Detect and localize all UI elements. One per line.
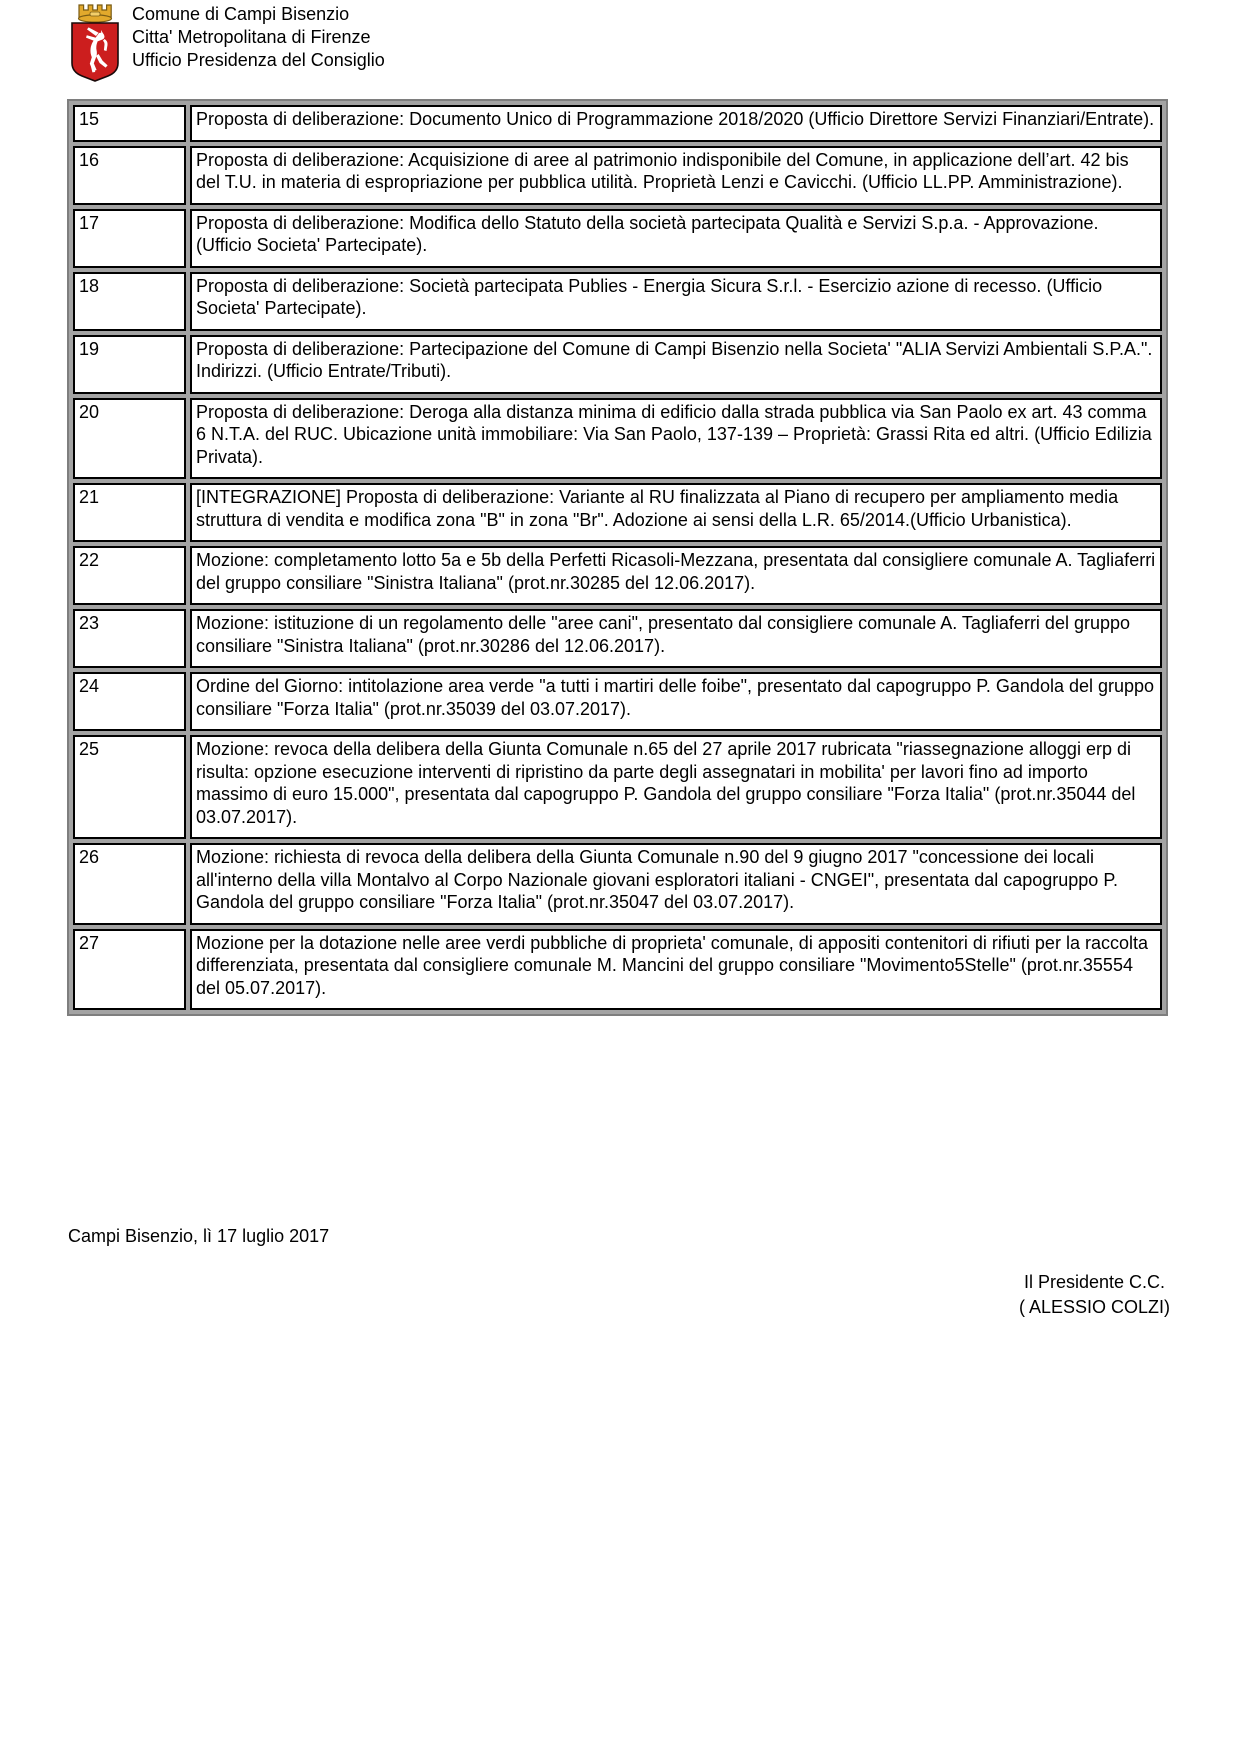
agenda-item-number: 17 bbox=[73, 209, 186, 268]
header-org-block bbox=[132, 2, 385, 72]
agenda-item-number: 24 bbox=[73, 672, 186, 731]
table-row bbox=[73, 398, 1162, 480]
agenda-item-text: Proposta di deliberazione: Società partecipata Publies - Energia Sicura S.r.l. - Esercizio azione di recesso. (Ufficio Societa' Partecipate). bbox=[190, 272, 1162, 331]
coat-of-arms-icon bbox=[68, 2, 122, 82]
agenda-item-number: 21 bbox=[73, 483, 186, 542]
header-line-comune: Comune di Campi Bisenzio bbox=[132, 4, 350, 24]
dateline: Campi Bisenzio, lì 17 luglio 2017 bbox=[68, 1226, 330, 1246]
signature-block bbox=[1019, 1270, 1170, 1320]
agenda-item-text: Proposta di deliberazione: Acquisizione di aree al patrimonio indisponibile del Comune, in applicazione dell’art. 42 bis del T.U. in materia di espropriazione per pubblica utilità. Proprietà Lenzi e Cavicchi. (Ufficio LL.PP. Amministrazione). bbox=[190, 146, 1162, 205]
agenda-item-number: 16 bbox=[73, 146, 186, 205]
table-row bbox=[73, 546, 1162, 605]
header-line-ufficio: Ufficio Presidenza del Consiglio bbox=[132, 50, 385, 70]
agenda-item-text: Mozione: istituzione di un regolamento delle "aree cani", presentato dal consigliere comunale A. Tagliaferri del gruppo consiliare "Sinistra Italiana" (prot.nr.30286 del 12.06.2017). bbox=[190, 609, 1162, 668]
table-row bbox=[73, 483, 1162, 542]
agenda-item-text: Mozione: richiesta di revoca della delibera della Giunta Comunale n.90 del 9 giugno 2017 "concessione dei locali all'interno della villa Montalvo al Corpo Nazionale giovani esploratori italiani - CNGEI", presentata dal capogruppo P. Gandola del gruppo consiliare "Forza Italia" (prot.nr.35047 del 03.07.2017). bbox=[190, 843, 1162, 925]
agenda-item-number: 15 bbox=[73, 105, 186, 142]
table-row bbox=[73, 843, 1162, 925]
agenda-item-text: Proposta di deliberazione: Modifica dello Statuto della società partecipata Qualità e Servizi S.p.a. - Approvazione. (Ufficio Societa' Partecipate). bbox=[190, 209, 1162, 268]
agenda-item-number: 26 bbox=[73, 843, 186, 925]
agenda-item-text: Mozione: revoca della delibera della Giunta Comunale n.65 del 27 aprile 2017 rubricata "riassegnazione alloggi erp di risulta: opzione esecuzione interventi di ripristino da parte degli assegnatari in mobilita' per lavori fino ad importo massimo di euro 15.000", presentata dal capogruppo P. Gandola del gruppo consiliare "Forza Italia" (prot.nr.35044 del 03.07.2017). bbox=[190, 735, 1162, 839]
table-row bbox=[73, 105, 1162, 142]
agenda-item-number: 27 bbox=[73, 929, 186, 1011]
agenda-item-text: Proposta di deliberazione: Deroga alla distanza minima di edificio dalla strada pubblica via San Paolo ex art. 43 comma 6 N.T.A. del RUC. Ubicazione unità immobiliare: Via San Paolo, 137-139 – Proprietà: Grassi Rita ed altri. (Ufficio Edilizia Privata). bbox=[190, 398, 1162, 480]
table-row bbox=[73, 272, 1162, 331]
table-row bbox=[73, 672, 1162, 731]
agenda-item-text: Proposta di deliberazione: Documento Unico di Programmazione 2018/2020 (Ufficio Direttore Servizi Finanziari/Entrate). bbox=[190, 105, 1162, 142]
agenda-item-number: 19 bbox=[73, 335, 186, 394]
agenda-item-number: 20 bbox=[73, 398, 186, 480]
agenda-item-number: 22 bbox=[73, 546, 186, 605]
table-row bbox=[73, 146, 1162, 205]
table-row bbox=[73, 335, 1162, 394]
table-row bbox=[73, 609, 1162, 668]
agenda-table-body bbox=[73, 105, 1162, 1010]
agenda-item-text: Mozione per la dotazione nelle aree verdi pubbliche di proprieta' comunale, di appositi contenitori di rifiuti per la raccolta differenziata, presentata dal consigliere comunale M. Mancini del gruppo consiliare "Movimento5Stelle" (prot.nr.35554 del 05.07.2017). bbox=[190, 929, 1162, 1011]
signature-name: ( ALESSIO COLZI) bbox=[1018, 1297, 1170, 1317]
agenda-item-number: 18 bbox=[73, 272, 186, 331]
signature-title: Il Presidente C.C. bbox=[1023, 1272, 1165, 1292]
agenda-item-text: Ordine del Giorno: intitolazione area verde "a tutti i martiri delle foibe", presentato dal capogruppo P. Gandola del gruppo consiliare "Forza Italia" (prot.nr.35039 del 03.07.2017). bbox=[190, 672, 1162, 731]
agenda-item-number: 25 bbox=[73, 735, 186, 839]
table-row bbox=[73, 929, 1162, 1011]
header-line-citta: Citta' Metropolitana di Firenze bbox=[132, 27, 371, 47]
document-header bbox=[68, 2, 385, 82]
table-row bbox=[73, 209, 1162, 268]
agenda-item-text: Proposta di deliberazione: Partecipazione del Comune di Campi Bisenzio nella Societa' "ALIA Servizi Ambientali S.P.A.". Indirizzi. (Ufficio Entrate/Tributi). bbox=[190, 335, 1162, 394]
agenda-table bbox=[67, 99, 1168, 1016]
agenda-item-text: Mozione: completamento lotto 5a e 5b della Perfetti Ricasoli-Mezzana, presentata dal consigliere comunale A. Tagliaferri del gruppo consiliare "Sinistra Italiana" (prot.nr.30285 del 12.06.2017). bbox=[190, 546, 1162, 605]
table-row bbox=[73, 735, 1162, 839]
agenda-item-number: 23 bbox=[73, 609, 186, 668]
agenda-item-text: [INTEGRAZIONE] Proposta di deliberazione: Variante al RU finalizzata al Piano di recupero per ampliamento media struttura di vendita e modifica zona "B" in zona "Br". Adozione ai sensi della L.R. 65/2014.(Ufficio Urbanistica). bbox=[190, 483, 1162, 542]
